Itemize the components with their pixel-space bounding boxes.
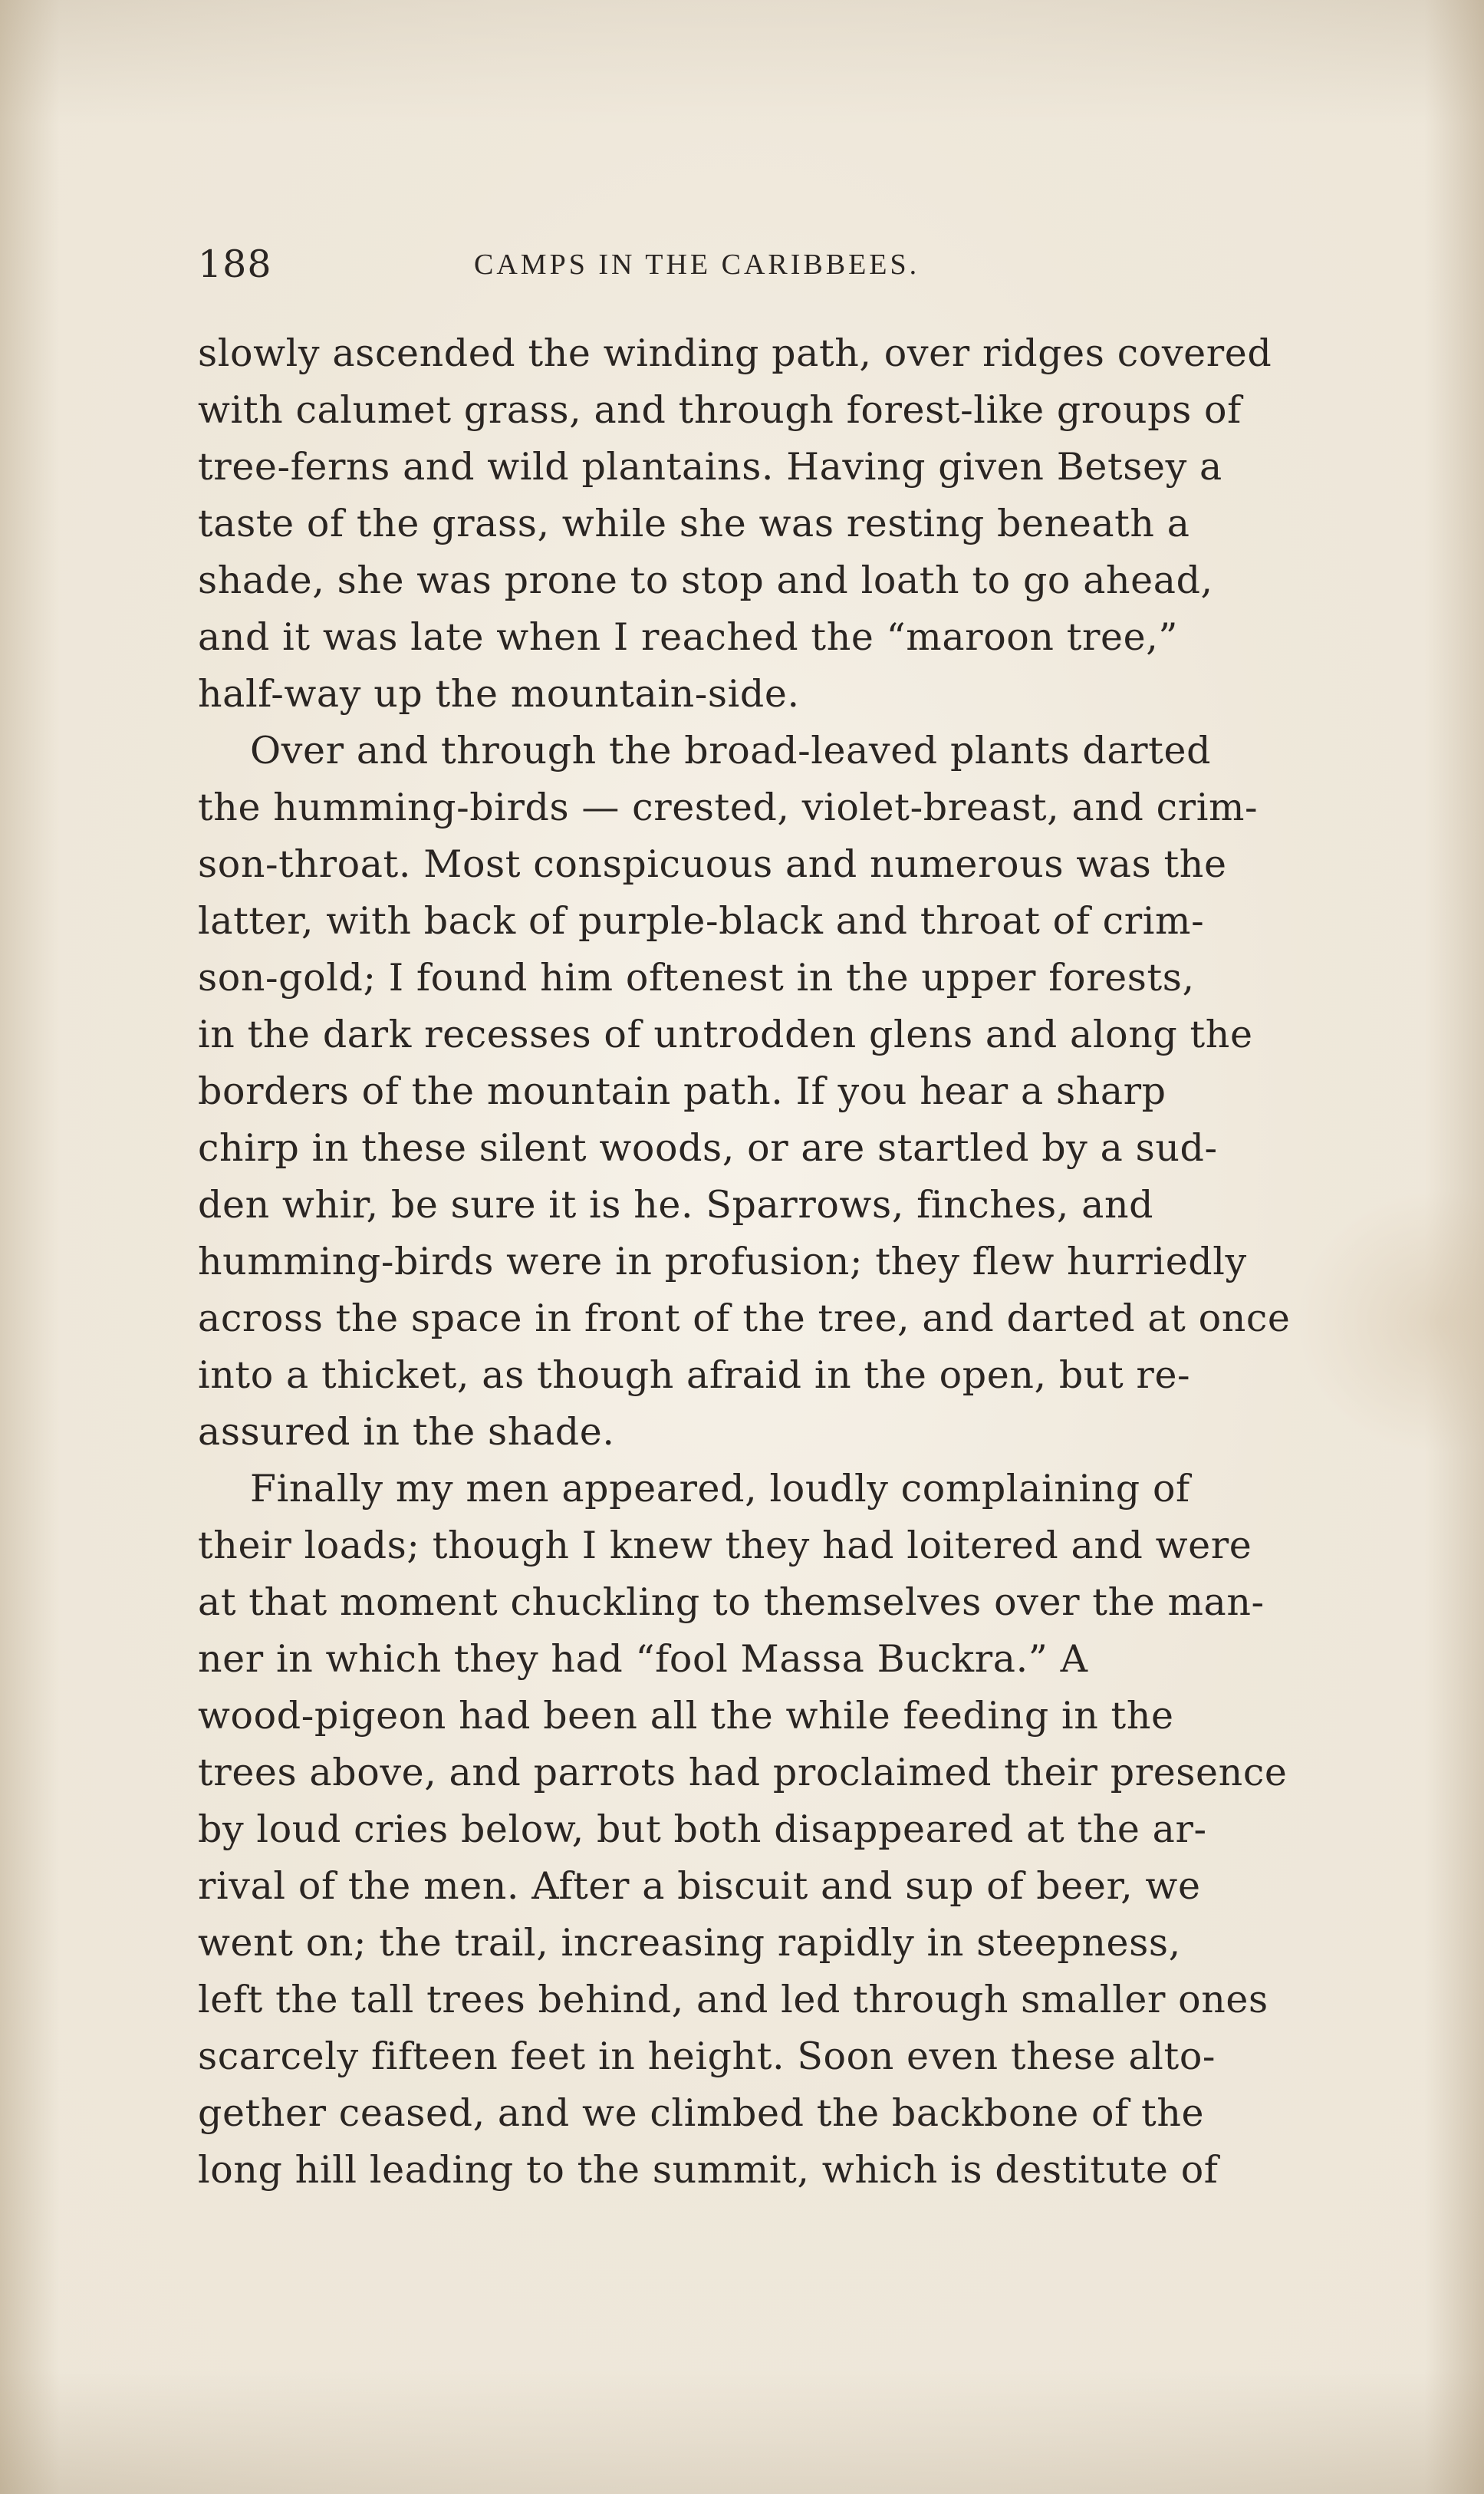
text-line: chirp in these silent woods, or are startled by a sud- xyxy=(198,1126,1218,1170)
running-head xyxy=(198,234,985,295)
text-line: went on; the trail, increasing rapidly in steepness, xyxy=(198,1921,1181,1965)
text-line: long hill leading to the summit, which is destitute of xyxy=(198,2148,1219,2192)
text-line: and it was late when I reached the “maroon tree,” xyxy=(198,615,1179,659)
text-line: borders of the mountain path. If you hear a sharp xyxy=(198,1069,1166,1113)
text-line: den whir, be sure it is he. Sparrows, finches, and xyxy=(198,1183,1154,1227)
text-line: son-gold; I found him oftenest in the upper forests, xyxy=(198,956,1195,1000)
text-line: gether ceased, and we climbed the backbone of the xyxy=(198,2091,1205,2135)
text-line: assured in the shade. xyxy=(198,1410,615,1454)
text-line: the humming-birds — crested, violet-breast, and crim- xyxy=(198,786,1259,829)
text-line: rival of the men. After a biscuit and sup of beer, we xyxy=(198,1864,1201,1908)
text-line: by loud cries below, but both disappeared at the ar- xyxy=(198,1807,1207,1851)
text-line: into a thicket, as though afraid in the open, but re- xyxy=(198,1353,1191,1397)
page-number: 188 xyxy=(198,242,272,286)
running-title: CAMPS IN THE CARIBBEES. xyxy=(474,249,920,281)
text-line: wood-pigeon had been all the while feeding in the xyxy=(198,1694,1174,1738)
text-line: latter, with back of purple-black and throat of crim- xyxy=(198,899,1205,943)
text-line: son-throat. Most conspicuous and numerous was the xyxy=(198,842,1227,886)
text-line: scarcely fifteen feet in height. Soon even these alto- xyxy=(198,2034,1216,2078)
text-line: left the tall trees behind, and led through smaller ones xyxy=(198,1978,1268,2021)
text-line: ner in which they had “fool Massa Buckra.” A xyxy=(198,1637,1088,1681)
text-line: half-way up the mountain-side. xyxy=(198,672,800,716)
text-line: with calumet grass, and through forest-like groups of xyxy=(198,388,1242,432)
text-line: across the space in front of the tree, and darted at once xyxy=(198,1296,1291,1340)
text-line: at that moment chuckling to themselves over the man- xyxy=(198,1580,1265,1624)
text-line: tree-ferns and wild plantains. Having given Betsey a xyxy=(198,445,1222,489)
body-text xyxy=(198,325,1302,2199)
text-line: their loads; though I knew they had loitered and were xyxy=(198,1524,1252,1567)
text-line: taste of the grass, while she was resting beneath a xyxy=(198,502,1190,545)
text-line: Finally my men appeared, loudly complaining of xyxy=(250,1467,1190,1511)
text-line: humming-birds were in profusion; they flew hurriedly xyxy=(198,1240,1247,1283)
text-line: in the dark recesses of untrodden glens and along the xyxy=(198,1013,1253,1056)
text-line: shade, she was prone to stop and loath to go ahead, xyxy=(198,558,1213,602)
text-line: Over and through the broad-leaved plants darted xyxy=(250,729,1212,773)
text-line: slowly ascended the winding path, over ridges covered xyxy=(198,331,1272,375)
text-line: trees above, and parrots had proclaimed their presence xyxy=(198,1751,1288,1794)
